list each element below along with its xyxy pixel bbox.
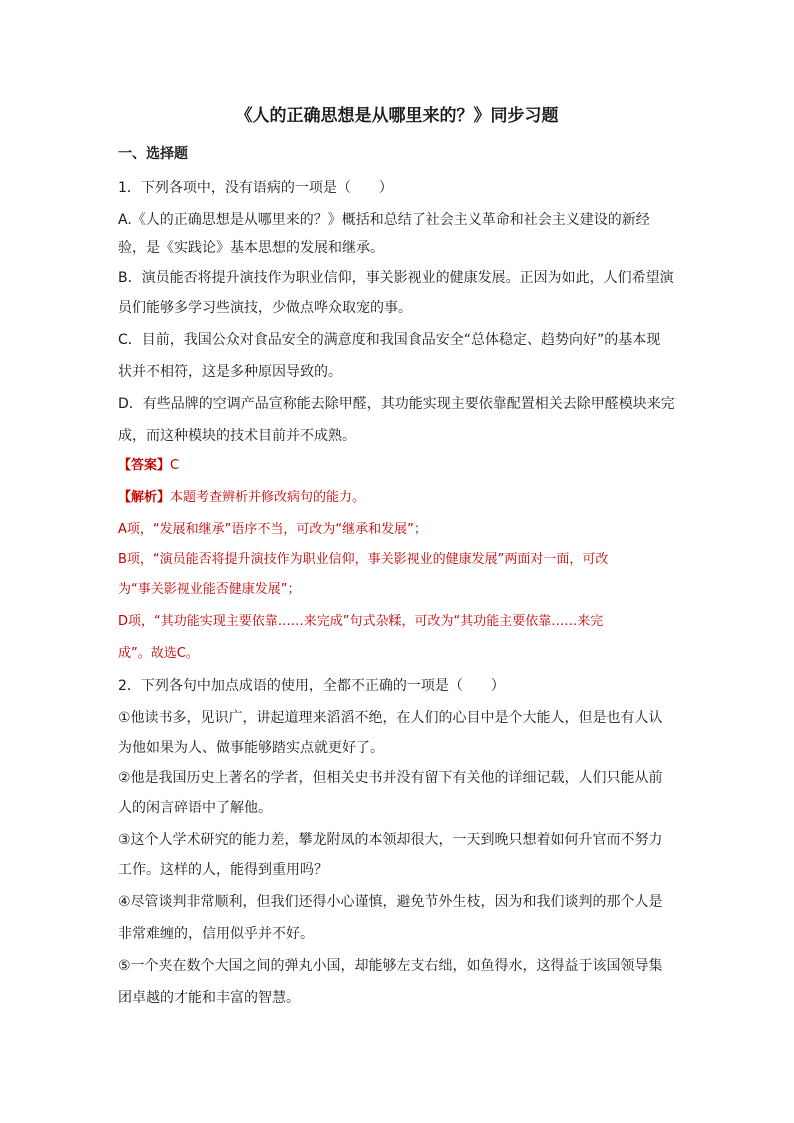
q2-sentence-5-line1: ⑤一个夹在数个大国之间的弹丸小国，却能够左支右绌，如鱼得水，这得益于该国领导集 [118, 958, 663, 974]
q2-sentence-3-line1: ③这个人学术研究的能力差，攀龙附凤的本领却很大，一天到晚只想着如何升官而不努力 [118, 832, 663, 848]
q2-sentence-5-line2: 团卓越的才能和丰富的智慧。 [118, 990, 300, 1006]
q2-sentence-2-line1: ②他是我国历史上著名的学者，但相关史书并没有留下有关他的详细记载，人们只能从前 [118, 770, 663, 786]
page-title: 《人的正确思想是从哪里来的？》同步习题 [235, 106, 559, 126]
q1-option-c-line1: C．目前，我国公众对食品安全的满意度和我国食品安全“总体稳定、趋势向好”的基本现 [118, 332, 661, 348]
q2-sentence-1-line1: ①他读书多，见识广，讲起道理来滔滔不绝，在人们的心目中是个大能人，但是也有人认 [118, 710, 663, 726]
question-1-stem: 1．下列各项中，没有语病的一项是（ ） [118, 180, 393, 196]
analysis-tag: 【解析】 [118, 490, 171, 505]
q1-analysis-a: A项，“发展和继承”语序不当，可改为“继承和发展”； [118, 522, 427, 537]
q2-sentence-4-line1: ④尽管谈判非常顺利，但我们还得小心谨慎，避免节外生枝，因为和我们谈判的那个人是 [118, 894, 663, 910]
q2-sentence-3-line2: 工作。这样的人，能得到重用吗？ [118, 862, 328, 878]
q2-sentence-1-line2: 为他如果为人、做事能够踏实点就更好了。 [118, 740, 384, 756]
q2-sentence-2-line2: 人的闲言碎语中了解他。 [118, 800, 272, 816]
answer-tag: 【答案】 [118, 458, 171, 473]
q1-analysis [118, 488, 678, 508]
q1-answer [118, 456, 678, 476]
q1-option-b-line2: 员们能够多学习些演技，少做点哗众取宠的事。 [118, 300, 412, 316]
q1-option-a-line2: 验，是《实践论》基本思想的发展和继承。 [118, 240, 384, 256]
analysis-text: 本题考查辨析并修改病句的能力。 [170, 490, 366, 505]
q1-option-d-line1: D．有些品牌的空调产品宣称能去除甲醛，其功能实现主要依靠配置相关去除甲醛模块来完 [118, 396, 675, 412]
q1-option-a-line1: A.《人的正确思想是从哪里来的？》概括和总结了社会主义革命和社会主义建设的新经 [118, 212, 650, 228]
q1-analysis-d-line2: 成”。故选C。 [118, 646, 199, 661]
q1-option-c-line2: 状并不相符，这是多种原因导致的。 [118, 364, 342, 380]
q1-option-d-line2: 成，而这种模块的技术目前并不成熟。 [118, 428, 356, 444]
answer-value: C [170, 458, 180, 473]
q1-analysis-b-line2: 为“事关影视业能否健康发展”； [118, 582, 301, 597]
question-2-stem: 2．下列各句中加点成语的使用，全都不正确的一项是（ ） [118, 678, 505, 694]
q1-analysis-d-line1: D项，“其功能实现主要依靠……来完成”句式杂糅，可改为“其功能主要依靠……来完 [118, 614, 604, 629]
q2-sentence-4-line2: 非常难缠的，信用似乎并不好。 [118, 926, 314, 942]
section-heading: 一、选择题 [118, 146, 188, 162]
q1-analysis-b-line1: B项，“演员能否将提升演技作为职业信仰，事关影视业的健康发展”两面对一面，可改 [118, 552, 609, 567]
q1-option-b-line1: B．演员能否将提升演技作为职业信仰，事关影视业的健康发展。正因为如此，人们希望演 [118, 270, 674, 286]
